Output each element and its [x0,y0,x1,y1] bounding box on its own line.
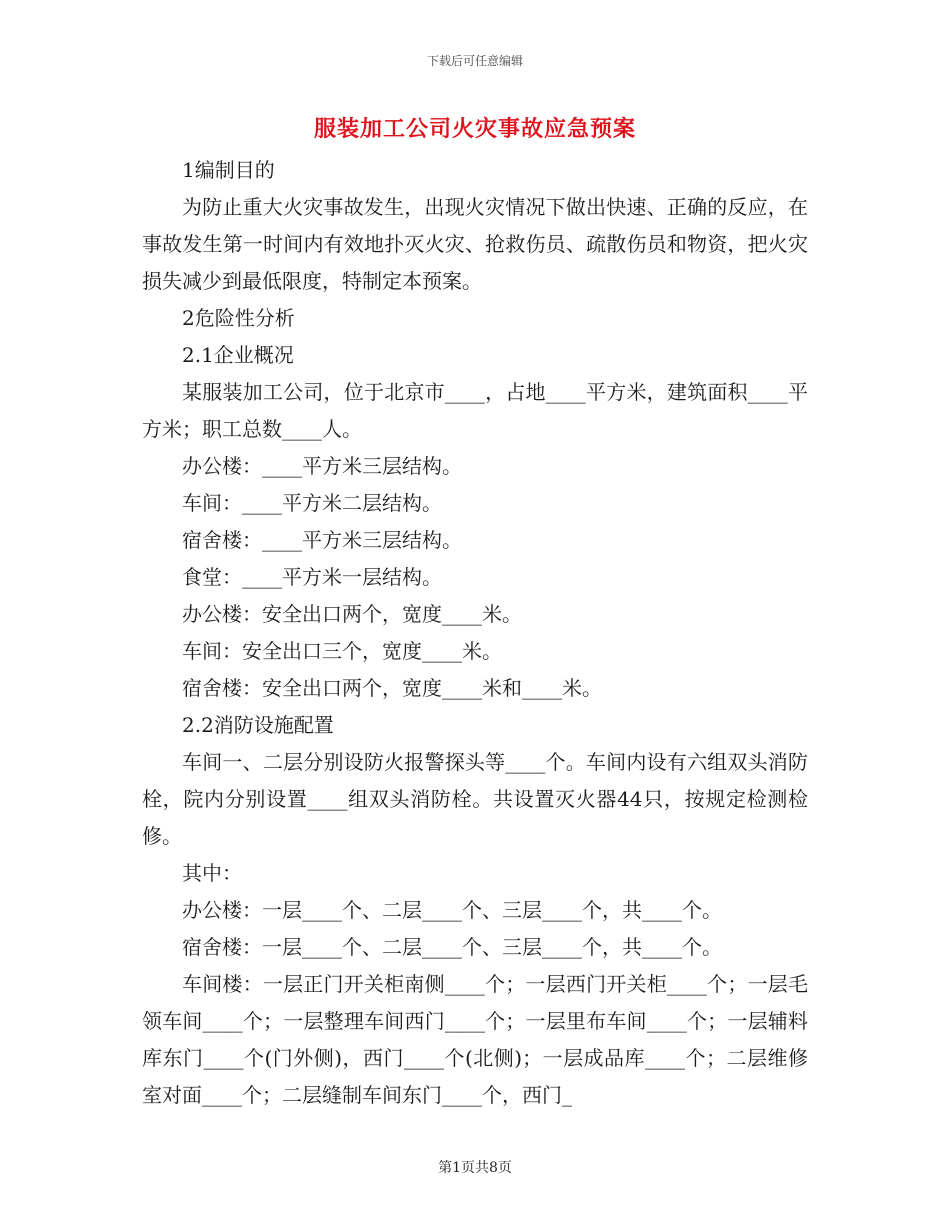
document-title: 服装加工公司火灾事故应急预案 [313,116,636,142]
page-header-note: 下载后可任意编辑 [426,54,523,68]
line-workshop-area: 车间：____平方米二层结构。 [182,491,442,515]
line-among-them: 其中： [182,861,242,885]
line-office-extinguishers: 办公楼：一层____个、二层____个、三层____个，共____个。 [182,898,722,922]
heading-company-overview: 2.1企业概况 [182,343,294,367]
line-dormitory-extinguishers: 宿舍楼：一层____个、二层____个、三层____个，共____个。 [182,935,722,959]
line-office-building-area: 办公楼：____平方米三层结构。 [182,454,462,478]
page-footer-number: 第1页共8页 [438,1160,512,1176]
line-dormitory-exits: 宿舍楼：安全出口两个，宽度____米和____米。 [182,676,602,700]
document-body [142,152,808,1114]
line-office-exits: 办公楼：安全出口两个，宽度____米。 [182,602,522,626]
heading-fire-facilities: 2.2消防设施配置 [182,713,334,737]
line-workshop-exits: 车间：安全出口三个，宽度____米。 [182,639,502,663]
paragraph-company-overview: 某服装加工公司，位于北京市____，占地____平方米，建筑面积____平方米；职工总数____人。 [142,380,808,441]
paragraph-fire-facilities: 车间一、二层分别设防火报警探头等____个。车间内设有六组双头消防栓，院内分别设置____组双头消防栓。共设置灭火器44只，按规定检测检修。 [142,750,808,848]
paragraph-workshop-extinguishers: 车间楼：一层正门开关柜南侧____个；一层西门开关柜____个；一层毛领车间____个；一层整理车间西门____个；一层里布车间____个；一层辅料库东门____个(门外侧)，西门____个(北侧)；一层成品库____个；二层维修室对面____个；二层缝制车间东门____个，西门_ [142,972,808,1107]
line-dormitory-area: 宿舍楼：____平方米三层结构。 [182,528,462,552]
line-canteen-area: 食堂：____平方米一层结构。 [182,565,442,589]
paragraph-purpose: 为防止重大火灾事故发生，出现火灾情况下做出快速、正确的反应，在事故发生第一时间内有效地扑灭火灾、抢救伤员、疏散伤员和物资，把火灾损失减少到最低限度，特制定本预案。 [142,195,808,293]
heading-purpose: 1编制目的 [182,158,275,182]
heading-hazard-analysis: 2危险性分析 [182,306,295,330]
